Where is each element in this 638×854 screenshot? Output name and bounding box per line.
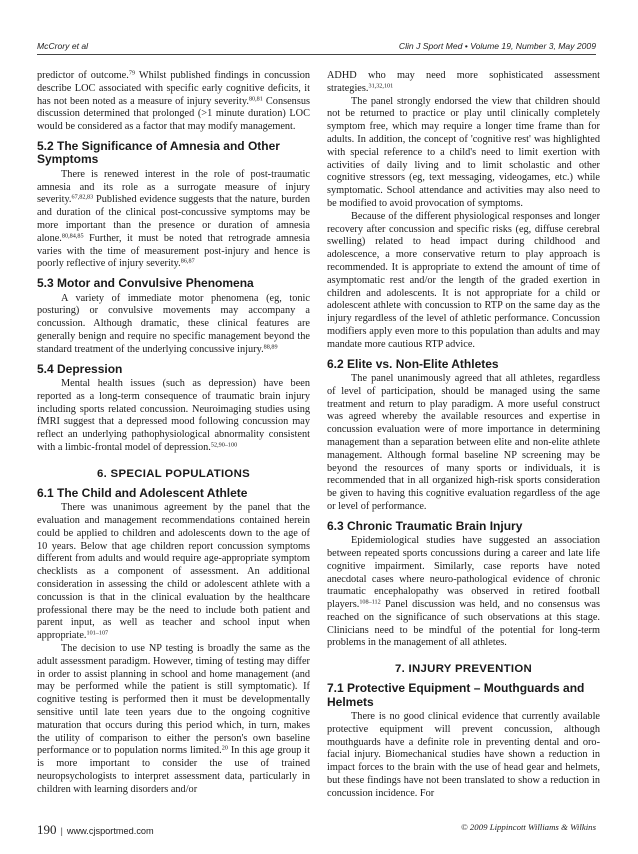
paragraph-5-2: There is renewed interest in the role of post-traumatic amnesia and its role as a surrogate measure of injury severity.$^{67,82,83}$ Published evidence suggests that the nature, burden and duration of the clinical post-concussive symptoms may be more important than the presence or duration of amnesia alone.$^{80,84,85}$ Further, it must be noted that retrograde amnesia varies with the time of measurement post-injury and hence is poorly reflective of injury severity.$^{86,87}$ bbox=[37, 168, 310, 270]
heading-6-2: 6.2 Elite vs. Non-Elite Athletes bbox=[327, 356, 499, 371]
heading-5-2: 5.2 The Significance of Amnesia and Other Symptoms bbox=[37, 138, 280, 167]
paragraph-6-2: The panel unanimously agreed that all athletes, regardless of level of participation, should be managed using the same treatment and return to play paradigm. A more useful construct was agreed whereby the available resources and expertise in concussion evaluation were of more importance in determining management than a separation between elite and non-elite athlete management. Although formal baseline NP screening may be beyond the resources of many sports or individuals, it is recommended that in all organized high-risk sports consideration be given to having this cognitive evaluation regardless of the age or level of performance. bbox=[327, 372, 600, 512]
journal-name: Clin J Sport Med bbox=[398, 41, 463, 51]
citation: 52,90–100 bbox=[210, 441, 238, 449]
paragraph-5-3: A variety of immediate motor phenomena (eg, tonic posturing) or convulsive movements may accompany a concussion. Although dramatic, these clinical features are generally benign and require no specific management beyond the standard treatment of the underlying concussive injury.$^{88,89}$ bbox=[37, 292, 310, 355]
right-column bbox=[327, 70, 600, 801]
paragraph-panel-endorsed: The panel strongly endorsed the view that children should not be returned to practice or play until clinically completely symptom free, which may require a longer time frame than for adults. In addition, the concept of 'cognitive rest' was highlighted with special reference to a child's need to limit exertion with activities of daily living and to limit scholastic and other cognitive stressors (eg, text messaging, videogames, etc.) while symptomatic. School attendance and activities may also need to be modified to avoid provocation of symptoms. bbox=[327, 95, 600, 209]
paragraph-7-1: There is no good clinical evidence that currently available protective equipment will prevent concussion, although mouthguards have a definite role in preventing dental and oro-facial injury. Biomechanical studies have shown a reduction in impact forces to the brain with the use of head gear and helmets, but these findings have not been translated to show a reduction in concussion incidence. For bbox=[327, 711, 600, 799]
heading-6-1: 6.1 The Child and Adolescent Athlete bbox=[37, 485, 248, 500]
paragraph-because: Because of the different physiological responses and longer recovery after concussion and specific risks (eg, diffuse cerebral swelling) related to head impact during childhood and adolescence, a more conservative return to play approach is recommended. It is appropriate to extend the amount of time of asymptomatic rest and/or the length of the graded exertion in children and adolescents. It is not appropriate for a child or adolescent athlete with concussion to RTP on the same day as the injury regardless of the level of athletic performance. Concussion modifiers apply even more to this population than adults and may mandate more cautious RTP advice. bbox=[327, 210, 600, 350]
footer-left bbox=[37, 822, 154, 838]
journal-url: www.cjsportmed.com bbox=[66, 826, 154, 836]
heading-7-1: 7.1 Protective Equipment – Mouthguards and Helmets bbox=[327, 681, 585, 709]
volume-info: Volume 19, Number 3, May 2009 bbox=[470, 41, 596, 51]
paragraph-6-1-a: There was unanimous agreement by the panel that the evaluation and management recommendations contained herein could be applied to children and adolescents down to the age of 10 years. Below that age children report concussion symptoms different from adults and would require age-appropriate symptom checklists as a component of assessment. An additional consideration in assessing the child or adolescent athlete with a concussion is that in the clinical evaluation by the healthcare professional there may be the need to include both patient and parent input, as well as teacher and school input when appropriate.$^{101-107}$ bbox=[37, 502, 310, 642]
left-column bbox=[37, 70, 310, 796]
paragraph-6-3: Epidemiological studies have suggested an association between repeated sports concussions during a career and late life cognitive impairment. Similarly, case reports have noted anecdotal cases where neuro-pathological evidence of chronic traumatic encephalopathy was observed in retired football players.$^{108-112}$ Panel discussion was held, and no consensus was reached on the significance of such observations at this stage. Clinicians need to be mindful of the potential for long-term problems in the management of all athletes. bbox=[327, 535, 600, 649]
citation: 101–107 bbox=[86, 629, 109, 637]
copyright-notice: © 2009 Lippincott Williams & Wilkins bbox=[461, 822, 596, 832]
running-head-authors: McCrory et al bbox=[37, 41, 89, 51]
citation: 67,82,83 bbox=[71, 193, 94, 201]
page-number: 190 bbox=[37, 822, 57, 837]
citation: 88,89 bbox=[263, 343, 278, 351]
paragraph-intro: predictor of outcome.$^{79}$ Whilst published findings in concussion describe LOC associated with specific early cognitive deficits, it has not been noted as a measure of injury severity.$^{80,81}$ Consensus discussion determined that prolonged (>1 minute duration) LOC would be considered as a factor that may modify management. bbox=[37, 69, 311, 133]
paragraph-continued: ADHD who may need more sophisticated assessment strategies.$^{31,32,101}$ bbox=[327, 70, 600, 94]
paragraph-5-4: Mental health issues (such as depression) have been reported as a long-term consequence of traumatic brain injury including sports related concussion. Neuroimaging studies using fMRI suggest that a depressed mood following concussion may reflect an underlying pathophysiological abnormality consistent with a limbic-frontal model of depression.$^{52,90-100}$ bbox=[37, 377, 310, 453]
heading-5-4: 5.4 Depression bbox=[37, 361, 123, 376]
running-head-journal: Clin J Sport Med • Volume 19, Number 3, May 2009 bbox=[398, 41, 596, 51]
heading-6-3: 6.3 Chronic Traumatic Brain Injury bbox=[327, 518, 523, 533]
paragraph-6-1-b: The decision to use NP testing is broadly the same as the adult assessment paradigm. However, timing of testing may differ in order to assist planning in school and home management (and may be performed while the patient is still symptomatic). If cognitive testing is performed then it must be developmentally sensitive until late teen years due to the ongoing cognitive maturation that occurs during this period which, in turn, makes the utility of comparison to either the person's own baseline performance or to population norms limited.$^{20}$ In this age group it is more important to consider the use of trained neuropsychologists to interpret assessment data, particularly in children with learning disorders and/or bbox=[37, 642, 310, 795]
heading-section-7: 7. INJURY PREVENTION bbox=[394, 663, 533, 676]
citation: 31,32,101 bbox=[368, 82, 394, 90]
footer-separator: | bbox=[60, 826, 63, 836]
header-rule bbox=[37, 54, 596, 55]
citation: 79 bbox=[128, 69, 136, 77]
citation: 20 bbox=[221, 744, 228, 752]
citation: 80,84,85 bbox=[61, 232, 84, 240]
citation: 80,81 bbox=[248, 95, 263, 102]
heading-5-3: 5.3 Motor and Convulsive Phenomena bbox=[37, 276, 254, 291]
citation: 108–112 bbox=[359, 598, 381, 606]
citation: 86,87 bbox=[180, 257, 195, 265]
heading-section-6: 6. SPECIAL POPULATIONS bbox=[96, 467, 250, 480]
